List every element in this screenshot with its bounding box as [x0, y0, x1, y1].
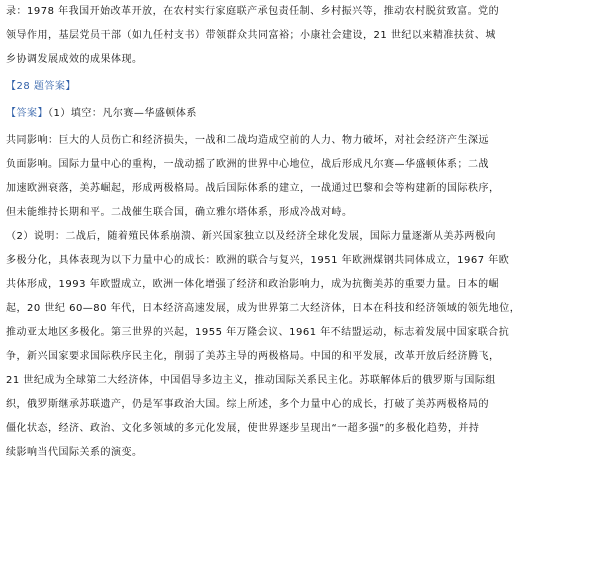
para2-line-7: 21 世纪成为全球第二大经济体，中国倡导多边主义，推动国际关系民主化。苏联解体后的俄罗斯与国际组 [6, 375, 496, 386]
para1-line-3: 加速欧洲衰落，美苏崛起，形成两极格局。战后国际体系的建立，一战通过巴黎和会等构建新的国际秩序， [6, 183, 500, 194]
para2-line-10: 续影响当代国际关系的演变。 [6, 447, 143, 458]
para2-line-4: 起，20 世纪 60—80 年代，日本经济高速发展，成为世界第二大经济体，日本在科技和经济领域的领先地位， [6, 303, 521, 314]
para2-line-2: 多极分化，具体表现为以下力量中心的成长：欧洲的联合与复兴，1951 年欧洲煤钢共同体成立，1967 年欧 [6, 255, 510, 266]
answer-1: （1）填空：凡尔赛—华盛顿体系 [48, 108, 197, 119]
answer-label: 【答案】 [6, 108, 48, 119]
para2-line-8: 织，俄罗斯继承苏联遗产，仍是军事政治大国。综上所述，多个力量中心的成长，打破了美苏两极格局的 [6, 399, 489, 410]
para2-line-6: 争，新兴国家要求国际秩序民主化，削弱了美苏主导的两极格局。中国的和平发展，改革开放后经济腾飞， [6, 351, 500, 362]
para2-line-3: 共体形成，1993 年欧盟成立，欧洲一体化增强了经济和政治影响力，成为抗衡美苏的重要力量。日本的崛 [6, 279, 500, 290]
intro-line-2: 领导作用，基层党员干部（如九任村支书）带领群众共同富裕；小康社会建设，21 世纪以来精准扶贫、城 [6, 30, 496, 41]
para1-line-4: 但未能维持长期和平。二战催生联合国，确立雅尔塔体系，形成冷战对峙。 [6, 207, 353, 218]
para2-line-1: （2）说明：二战后，随着殖民体系崩溃、新兴国家独立以及经济全球化发展，国际力量逐渐从美苏两极向 [6, 231, 496, 242]
intro-line-3: 乡协调发展成效的成果体现。 [6, 54, 143, 65]
intro-line-1: 录：1978 年我国开始改革开放，在农村实行家庭联产承包责任制、乡村振兴等，推动农村脱贫致富。党的 [6, 6, 500, 17]
section-title: 【28 题答案】 [6, 81, 76, 92]
para2-line-9: 僵化状态，经济、政治、文化多领域的多元化发展，使世界逐步呈现出“一超多强”的多极化趋势，并持 [6, 423, 480, 434]
para1-line-2: 负面影响。国际力量中心的重构，一战动摇了欧洲的世界中心地位，战后形成凡尔赛—华盛顿体系；二战 [6, 159, 489, 170]
para1-line-1: 共同影响：巨大的人员伤亡和经济损失，一战和二战均造成空前的人力、物力破坏，对社会经济产生深远 [6, 135, 489, 146]
para2-line-5: 推动亚太地区多极化。第三世界的兴起，1955 年万隆会议、1961 年不结盟运动，标志着发展中国家联合抗 [6, 327, 510, 338]
answer-line [6, 107, 197, 121]
